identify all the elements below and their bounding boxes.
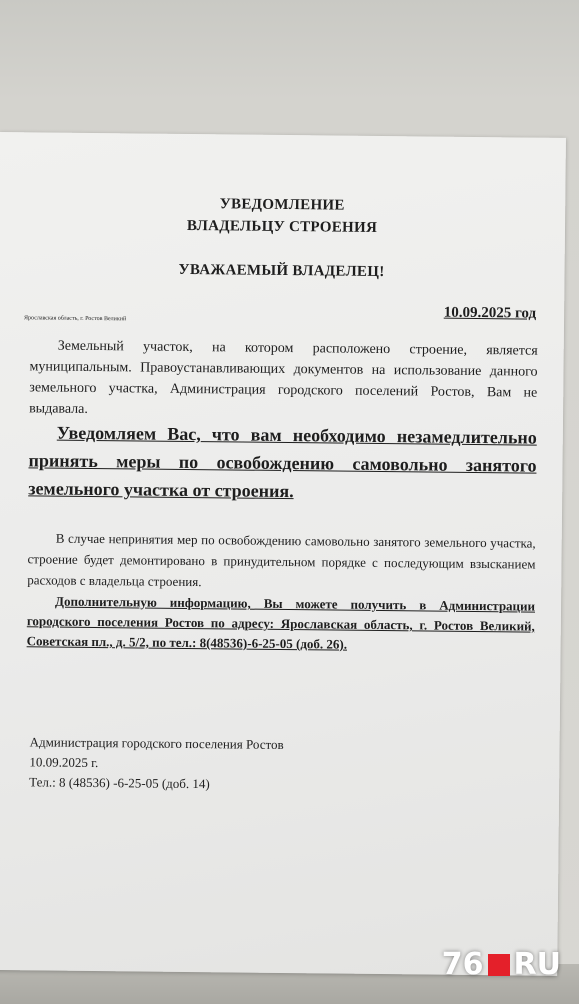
notice-sheet: [0, 132, 566, 976]
logo-text: RU: [513, 947, 561, 982]
signature-date: 10.09.2025 г.: [29, 754, 99, 771]
signature-phone: Тел.: 8 (48536) -6-25-05 (доб. 14): [29, 774, 210, 792]
logo-number: 76: [441, 947, 484, 982]
notice-date: 10.09.2025 год: [443, 304, 537, 322]
paragraph-demand: Уведомляем Вас, что вам необходимо незамедлительно принять меры по освобождению самовольно занятого земельного участка от строения.: [28, 422, 537, 502]
greeting: УВАЖАЕМЫЙ ВЛАДЕЛЕЦ!: [178, 261, 385, 281]
watermark-logo: [442, 947, 561, 982]
signature-org: Администрация городского поселения Ростов: [29, 734, 284, 753]
paragraph-consequences: В случае непринятия мер по освобождению самовольно занятого земельного участка, строение будет демонтировано в принудительном порядке с последующим взысканием расходов с владельца строения.: [27, 530, 536, 590]
signature-block: [29, 732, 284, 795]
notice-subtitle: ВЛАДЕЛЬЦУ СТРОЕНИЯ: [186, 217, 378, 236]
paragraph-contacts: Дополнительную информацию, Вы можете получить в Администрации городского поселения Ростов по адресу: Ярославская область, г. Ростов Великий, Советская пл., д. 5/2, по тел.: 8(48536)-6-25-05 (доб. 26).: [26, 593, 536, 652]
logo-square-icon: [488, 954, 510, 976]
notice-title: УВЕДОМЛЕНИЕ: [219, 196, 345, 214]
paragraph-land-status: Земельный участок, на котором расположено строение, является муниципальным. Правоустанавливающих документов на использование данного земельного участка, Администрация городского поселений Ростов, Вам не выдавала.: [29, 338, 538, 417]
place-line: Ярославская область, г. Ростов Великий: [24, 315, 127, 323]
